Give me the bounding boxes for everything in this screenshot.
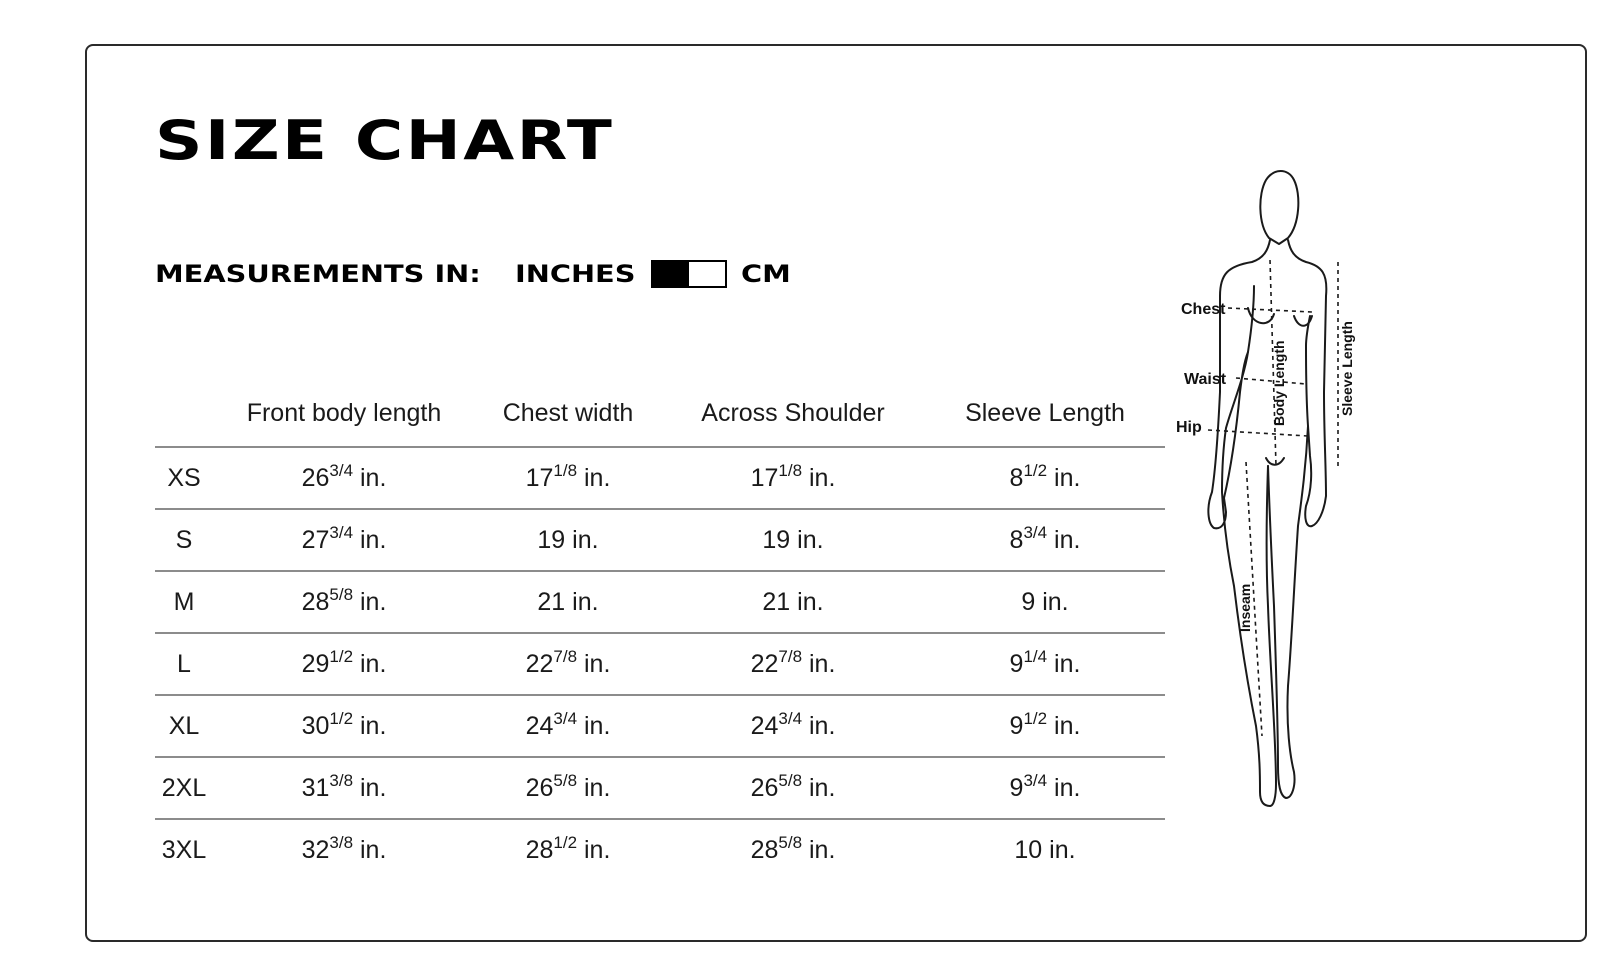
units-selector <box>155 258 791 290</box>
measure-whole: 32 <box>301 835 330 864</box>
measure-whole: 21 <box>537 587 566 616</box>
measure-fraction: 3/4 <box>1023 770 1048 790</box>
measure-unit: in. <box>1054 525 1081 554</box>
measure-unit: in. <box>809 649 836 678</box>
table-row <box>155 571 1165 633</box>
cell-chest-width <box>475 757 661 819</box>
measure-fraction: 1/2 <box>1023 460 1048 480</box>
label-hip: Hip <box>1176 419 1202 436</box>
measure-unit: in. <box>1054 773 1081 802</box>
measure-unit: in. <box>572 587 599 616</box>
measure-whole: 17 <box>525 463 554 492</box>
measure-fraction: 5/8 <box>778 832 803 852</box>
table-row <box>155 695 1165 757</box>
measure-unit: in. <box>584 649 611 678</box>
header-chest-width: Chest width <box>475 384 661 447</box>
label-body-length: Body Length <box>1271 340 1287 426</box>
measure-fraction: 7/8 <box>778 646 803 666</box>
mannequin-head <box>1260 171 1298 244</box>
cell-chest-width <box>475 819 661 880</box>
unit-option-cm[interactable]: CM <box>740 260 791 288</box>
label-chest: Chest <box>1181 301 1226 318</box>
measure-fraction: 3/4 <box>329 460 354 480</box>
measure-fraction: 1/2 <box>1023 708 1048 728</box>
measure-whole: 24 <box>750 711 779 740</box>
units-label: MEASUREMENTS IN: <box>155 260 481 288</box>
size-label: 3XL <box>161 835 207 864</box>
measure-whole: 9 <box>1009 773 1024 802</box>
header-sleeve-length: Sleeve Length <box>925 384 1165 447</box>
cell-sleeve-length <box>925 757 1165 819</box>
table-row <box>155 633 1165 695</box>
measure-whole: 9 <box>1009 711 1024 740</box>
header-across-shoulder: Across Shoulder <box>661 384 925 447</box>
size-table <box>155 384 1165 880</box>
measure-unit: in. <box>1054 711 1081 740</box>
cell-across-shoulder <box>661 819 925 880</box>
measure-unit: in. <box>1054 463 1081 492</box>
measure-unit: in. <box>584 835 611 864</box>
measure-whole: 19 <box>537 525 566 554</box>
measure-whole: 10 <box>1014 835 1043 864</box>
cell-chest-width <box>475 447 661 509</box>
measure-unit: in. <box>360 463 387 492</box>
cell-sleeve-length <box>925 447 1165 509</box>
cell-across-shoulder <box>661 509 925 571</box>
cell-sleeve-length <box>925 819 1165 880</box>
units-toggle[interactable] <box>651 260 727 288</box>
cell-front-body-length <box>213 819 475 880</box>
measure-whole: 17 <box>750 463 779 492</box>
unit-option-inches[interactable]: INCHES <box>514 260 635 288</box>
size-label: 2XL <box>155 757 213 819</box>
table-row <box>155 757 1165 819</box>
page-title: SIZE CHART <box>155 109 615 172</box>
cell-chest-width <box>475 571 661 633</box>
measure-unit: in. <box>360 649 387 678</box>
measure-whole: 24 <box>525 711 554 740</box>
cell-front-body-length <box>213 757 475 819</box>
cell-across-shoulder <box>661 757 925 819</box>
measure-fraction: 3/4 <box>329 522 354 542</box>
measure-unit: in. <box>1042 587 1069 616</box>
hip-line <box>1208 430 1308 436</box>
measure-whole: 8 <box>1009 463 1024 492</box>
cell-sleeve-length <box>925 571 1165 633</box>
table-row <box>155 819 1165 880</box>
measure-unit: in. <box>1049 835 1076 864</box>
measure-fraction: 3/4 <box>1023 522 1048 542</box>
measure-unit: in. <box>360 711 387 740</box>
measure-fraction: 3/4 <box>553 708 578 728</box>
measure-fraction: 3/4 <box>778 708 803 728</box>
table-row <box>155 447 1165 509</box>
measure-fraction: 1/8 <box>553 460 578 480</box>
toggle-knob <box>653 262 689 286</box>
measure-unit: in. <box>809 711 836 740</box>
cell-sleeve-length <box>925 633 1165 695</box>
measure-unit: in. <box>572 525 599 554</box>
measure-fraction: 1/2 <box>553 832 578 852</box>
measure-whole: 9 <box>1009 649 1024 678</box>
measure-unit: in. <box>809 773 836 802</box>
measure-fraction: 3/8 <box>329 770 354 790</box>
cell-front-body-length <box>213 571 475 633</box>
mannequin-right-arm-inner <box>1306 316 1310 426</box>
measure-whole: 8 <box>1009 525 1024 554</box>
cell-front-body-length <box>213 509 475 571</box>
measure-unit: in. <box>584 711 611 740</box>
cell-front-body-length <box>213 633 475 695</box>
mannequin-bust <box>1248 308 1312 326</box>
size-label: XS <box>155 447 213 509</box>
measure-whole: 26 <box>525 773 554 802</box>
measure-whole: 30 <box>301 711 330 740</box>
cell-across-shoulder <box>661 447 925 509</box>
measure-whole: 28 <box>525 835 554 864</box>
measure-whole: 22 <box>750 649 779 678</box>
measure-whole: 9 <box>1021 587 1036 616</box>
cell-front-body-length <box>213 695 475 757</box>
chest-line <box>1228 308 1312 312</box>
measure-fraction: 1/2 <box>329 646 354 666</box>
measure-whole: 28 <box>750 835 779 864</box>
measure-unit: in. <box>360 525 387 554</box>
measure-whole: 21 <box>762 587 791 616</box>
cell-across-shoulder <box>661 695 925 757</box>
measure-unit: in. <box>584 463 611 492</box>
measure-fraction: 5/8 <box>553 770 578 790</box>
table-header-row <box>155 384 1165 447</box>
measure-whole: 26 <box>750 773 779 802</box>
measure-whole: 26 <box>301 463 330 492</box>
size-label: L <box>155 633 213 695</box>
cell-chest-width <box>475 695 661 757</box>
measure-fraction: 3/8 <box>329 832 354 852</box>
toggle-track <box>689 262 725 286</box>
label-waist: Waist <box>1184 371 1227 388</box>
measure-unit: in. <box>809 835 836 864</box>
measure-unit: in. <box>360 587 387 616</box>
mannequin-crotch <box>1266 458 1284 465</box>
measure-fraction: 1/8 <box>778 460 803 480</box>
size-label: S <box>155 509 213 571</box>
measure-whole: 31 <box>301 773 330 802</box>
measure-whole: 28 <box>301 587 330 616</box>
measure-unit: in. <box>1054 649 1081 678</box>
label-sleeve-length: Sleeve Length <box>1339 321 1355 416</box>
measure-fraction: 1/2 <box>329 708 354 728</box>
cell-chest-width <box>475 509 661 571</box>
measure-unit: in. <box>360 835 387 864</box>
label-inseam: Inseam <box>1237 583 1253 632</box>
measure-whole: 29 <box>301 649 330 678</box>
measure-unit: in. <box>797 587 824 616</box>
measure-unit: in. <box>360 773 387 802</box>
header-front-body-length: Front body length <box>213 384 475 447</box>
size-label: M <box>155 571 213 633</box>
cell-across-shoulder <box>661 571 925 633</box>
measure-fraction: 5/8 <box>329 584 354 604</box>
measure-fraction: 5/8 <box>778 770 803 790</box>
cell-across-shoulder <box>661 633 925 695</box>
header-size <box>155 384 213 447</box>
cell-chest-width <box>475 633 661 695</box>
size-label: XL <box>155 695 213 757</box>
measure-unit: in. <box>809 463 836 492</box>
measure-unit: in. <box>797 525 824 554</box>
cell-sleeve-length <box>925 509 1165 571</box>
table-row <box>155 509 1165 571</box>
mannequin-figure <box>1176 166 1428 846</box>
measure-fraction: 1/4 <box>1023 646 1048 666</box>
measure-fraction: 7/8 <box>553 646 578 666</box>
cell-sleeve-length <box>925 695 1165 757</box>
mannequin-left-side <box>1208 240 1276 806</box>
measure-unit: in. <box>584 773 611 802</box>
measure-whole: 22 <box>525 649 554 678</box>
measure-whole: 27 <box>301 525 330 554</box>
cell-front-body-length <box>213 447 475 509</box>
measure-whole: 19 <box>762 525 791 554</box>
